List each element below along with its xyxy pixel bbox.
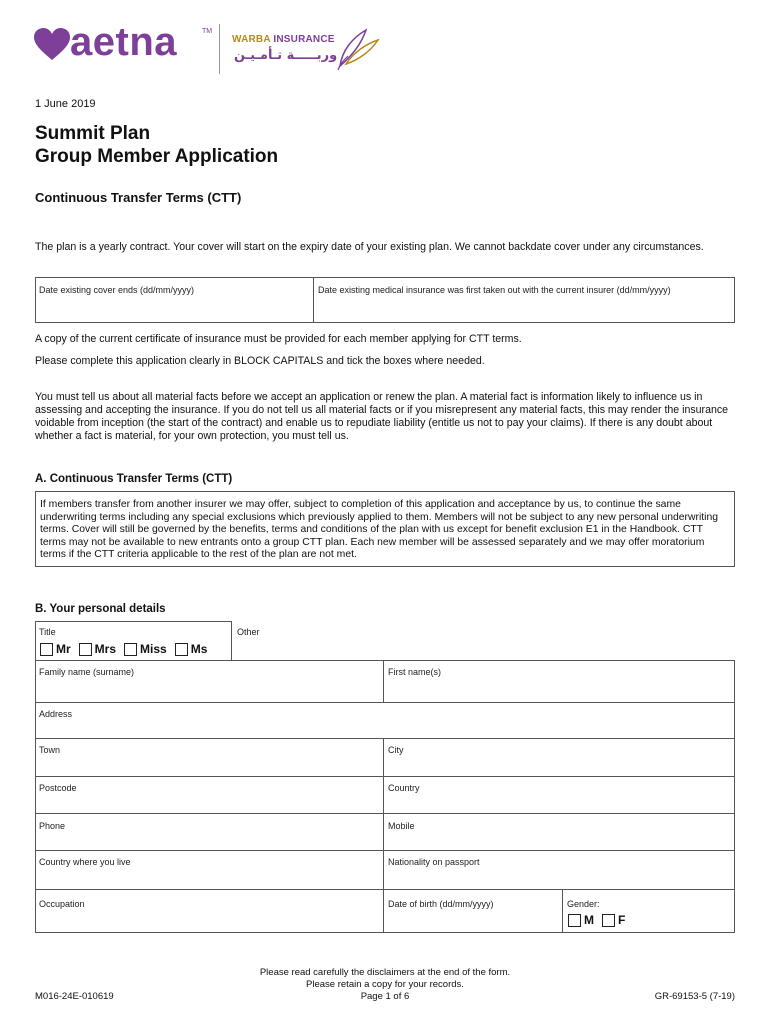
- title-option-mrs[interactable]: Mrs: [79, 642, 116, 656]
- gender-options: [568, 913, 633, 927]
- heart-icon: [34, 28, 70, 62]
- material-facts-paragraph: You must tell us about all material facts before we accept an application or renew the plan. A material fact is information likely to influence us in assessing and accepting the insurance. If you do not tell us all material facts or if you misrepresent any material facts, this may render the insurance voidable from inception (the start of the contract) and enable us to repudiate liability (entitle us not to pay your claims). If there is any doubt about whether a fact is material, for your own protection, you must tell us.: [35, 391, 729, 442]
- section-b-heading: B. Your personal details: [35, 603, 166, 615]
- form-code-left: M016-24E-010619: [35, 991, 114, 1002]
- cover-end-label: Date existing cover ends (dd/mm/yyyy): [39, 285, 195, 295]
- row-divider: [35, 776, 735, 777]
- address-field[interactable]: [36, 720, 734, 737]
- family-name-label: Family name (surname): [39, 667, 135, 677]
- leaf-icon: [332, 26, 382, 72]
- address-label: Address: [39, 709, 73, 719]
- aetna-wordmark: aetna: [70, 20, 177, 64]
- section-a-box: [35, 491, 735, 567]
- first-names-field[interactable]: [384, 679, 734, 701]
- row-divider: [35, 738, 735, 739]
- nationality-label: Nationality on passport: [388, 857, 480, 867]
- first-insured-label: Date existing medical insurance was first taken out with the current insurer (dd/mm/yyyy): [318, 285, 671, 295]
- title-label: Title: [39, 627, 56, 637]
- aetna-logo: [34, 20, 214, 66]
- section-a-body: If members transfer from another insurer we may offer, subject to completion of this application and acceptance by us, to continue the same underwriting terms including any special exclusions which previously applied to them. Members will not be subject to any new personal underwriting terms. Cover will still be governed by the benefits, terms and conditions of the plan with us except for benefit exclusion E1 in the Handbook. CTT terms may not be available to new entrants onto a group CTT plan. Each new member will be assessed separately and we may offer moratorium terms if the CTT criteria applicable to the rest of the plan are not met.: [40, 499, 719, 561]
- disclaimer-line-1: Please read carefully the disclaimers at the end of the form.: [259, 967, 511, 978]
- checkbox[interactable]: [568, 914, 581, 927]
- intro-paragraph: The plan is a yearly contract. Your cover will start on the expiry date of your existing plan. We cannot backdate cover under any circumstances.: [35, 241, 704, 253]
- trademark: TM: [202, 28, 213, 35]
- first-names-label: First name(s): [388, 667, 442, 677]
- checkbox[interactable]: [175, 643, 188, 656]
- row-divider: [35, 813, 735, 814]
- country-live-field[interactable]: [36, 869, 382, 888]
- certificate-note: A copy of the current certificate of insurance must be provided for each member applying for CTT terms.: [35, 333, 522, 345]
- cover-end-field[interactable]: [36, 296, 312, 322]
- page-number: Page 1 of 6: [360, 991, 410, 1002]
- town-field[interactable]: [36, 757, 382, 775]
- occupation-field[interactable]: [36, 912, 382, 932]
- subtitle: Continuous Transfer Terms (CTT): [35, 190, 242, 205]
- town-label: Town: [39, 745, 61, 755]
- postcode-field[interactable]: [36, 795, 382, 812]
- block-capitals-note: Please complete this application clearly in BLOCK CAPITALS and tick the boxes where needed.: [35, 355, 485, 367]
- mobile-field[interactable]: [384, 832, 734, 849]
- gender-option-f[interactable]: F: [602, 913, 625, 927]
- warba-wordmark: WARBA INSURANCE: [232, 34, 335, 45]
- warba-logo: [232, 26, 392, 72]
- postcode-label: Postcode: [39, 783, 77, 793]
- disclaimer-line-2: Please retain a copy for your records.: [306, 979, 464, 990]
- col-divider: [562, 889, 563, 933]
- phone-label: Phone: [39, 821, 66, 831]
- country-live-label: Country where you live: [39, 857, 131, 867]
- checkbox[interactable]: [79, 643, 92, 656]
- gender-label: Gender:: [567, 899, 600, 909]
- title-options: [40, 642, 215, 656]
- page-title: Summit Plan Group Member Application: [35, 123, 279, 167]
- document-date: 1 June 2019: [35, 98, 96, 110]
- row-divider: [35, 889, 735, 890]
- section-a-heading: A. Continuous Transfer Terms (CTT): [35, 473, 233, 485]
- nationality-field[interactable]: [384, 869, 734, 888]
- dob-label: Date of birth (dd/mm/yyyy): [388, 899, 494, 909]
- family-name-field[interactable]: [36, 679, 382, 701]
- phone-field[interactable]: [36, 832, 382, 849]
- other-title-field[interactable]: [233, 640, 383, 660]
- checkbox[interactable]: [40, 643, 53, 656]
- city-field[interactable]: [384, 757, 734, 775]
- occupation-label: Occupation: [39, 899, 85, 909]
- city-label: City: [388, 745, 404, 755]
- form-code-right: GR-69153-5 (7-19): [654, 991, 735, 1002]
- gender-option-m[interactable]: M: [568, 913, 594, 927]
- dob-field[interactable]: [384, 912, 561, 932]
- logo-divider: [219, 24, 220, 74]
- first-insured-field[interactable]: [314, 296, 734, 322]
- title-option-ms[interactable]: Ms: [175, 642, 208, 656]
- row-divider: [35, 850, 735, 851]
- warba-arabic: وربـــــة تـأمـيـن: [234, 48, 338, 63]
- checkbox[interactable]: [602, 914, 615, 927]
- row-divider: [35, 702, 735, 703]
- title-option-miss[interactable]: Miss: [124, 642, 167, 656]
- checkbox[interactable]: [124, 643, 137, 656]
- mobile-label: Mobile: [388, 821, 415, 831]
- country-field[interactable]: [384, 795, 734, 812]
- other-label: Other: [237, 627, 260, 637]
- country-label: Country: [388, 783, 420, 793]
- title-option-mr[interactable]: Mr: [40, 642, 71, 656]
